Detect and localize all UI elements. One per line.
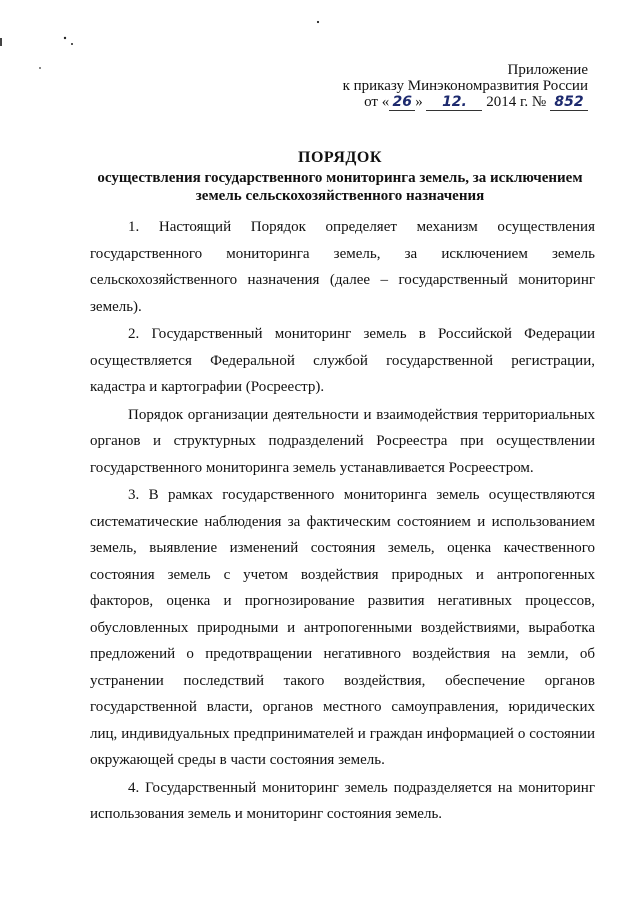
paragraph-1: 1. Настоящий Порядок определяет механизм осуществления государственного мониторинга земель, за исключением земель сельскохозяйственного назначения (далее – государственный мониторинг земель). [90,219,595,315]
title-heading: ПОРЯДОК [298,149,382,166]
year-text: 2014 г. № [486,94,547,110]
title-subheading-line1: осуществления государственного мониторинга земель, за исключением [97,170,583,186]
speck [71,43,73,45]
order-date-line [308,94,588,111]
paragraph-4: 4. Государственный мониторинг земель подразделяется на мониторинг использования земель и мониторинг состояния земель. [90,779,595,822]
handwritten-day: 26 [389,94,415,111]
order-reference: к приказу Минэкономразвития России [342,78,588,94]
appendix-label: Приложение [507,62,588,78]
paragraph-2: 2. Государственный мониторинг земель в Российской Федерации осуществляется Федеральной службой государственной регистрации, кадастра и картографии (Росреестр). [90,326,595,395]
title-subheading-line2: земель сельскохозяйственного назначения [195,188,485,204]
handwritten-number: 852 [550,94,588,111]
speck [317,21,319,23]
document-title [60,149,620,205]
quote-close: » [415,94,423,110]
speck [39,67,41,69]
paragraph-2-continued: Порядок организации деятельности и взаимодействия территориальных органов и структурных подразделений Росреестра при осуществлении государственного мониторинга земель устанавливается Росреестром. [90,406,595,476]
document-body [90,214,595,829]
appendix-header [308,62,588,111]
speck [0,38,2,46]
paragraph-3: 3. В рамках государственного мониторинга земель осуществляются систематические наблюдения за фактическим состоянием и использованием земель, выявление изменений состояния земель, оценка качественного состояния земель с учетом воздействия природных и антропогенных факторов, оценка и прогнозирование развития негативных процессов, обусловленных природными и антропогенными воздействиями, выработка предложений о предотвращении негативного воздействия на земли, об устранении последствий такого воздействия, обеспечение органов государственной власти, органов местного самоуправления, юридических лиц, индивидуальных предпринимателей и граждан информацией о состоянии окружающей среды в части состояния земель. [90,487,595,768]
handwritten-month: 12. [426,94,482,111]
date-prefix: от « [364,94,390,110]
speck [64,37,66,39]
